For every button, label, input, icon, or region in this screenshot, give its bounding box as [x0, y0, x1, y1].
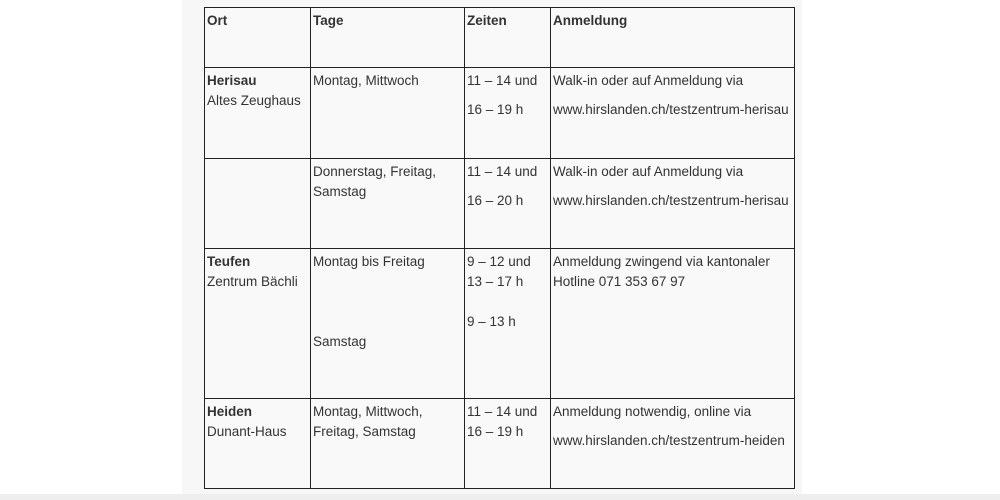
hotline-text: Hotline 071 353 67 97: [553, 274, 686, 289]
cell-anmeldung: [551, 159, 795, 249]
cell-tage: [311, 249, 465, 399]
header-tage: Tage: [311, 8, 465, 68]
bottom-strip: [0, 494, 1000, 500]
table-row: [205, 249, 795, 399]
registration-text: Walk-in oder auf Anmeldung via: [553, 73, 744, 88]
cell-tage: [311, 68, 465, 159]
days-text: Freitag, Samstag: [313, 424, 416, 439]
times-text: 16 – 20 h: [467, 193, 524, 208]
cell-anmeldung: [551, 68, 795, 159]
times-text: 9 – 12 und: [467, 254, 531, 269]
times-text: 11 – 14 und: [467, 73, 538, 88]
header-ort: Ort: [205, 8, 311, 68]
times-text: 16 – 19 h: [467, 424, 524, 439]
days-text: Montag, Mittwoch,: [313, 404, 423, 419]
cell-ort: [205, 249, 311, 399]
cell-zeiten: [465, 249, 551, 399]
header-row: [205, 8, 795, 68]
cell-ort: [205, 399, 311, 489]
table-row: [205, 68, 795, 159]
registration-link[interactable]: www.hirslanden.ch/testzentrum-herisau: [553, 193, 789, 208]
location-place: Dunant-Haus: [207, 424, 287, 439]
cell-zeiten: [465, 159, 551, 249]
cell-tage: [311, 399, 465, 489]
cell-anmeldung: [551, 399, 795, 489]
registration-text: Anmeldung notwendig, online via: [553, 404, 752, 419]
cell-ort: [205, 159, 311, 249]
header-zeiten: Zeiten: [465, 8, 551, 68]
registration-text: Anmeldung zwingend via kantonaler: [553, 254, 770, 269]
registration-link[interactable]: www.hirslanden.ch/testzentrum-heiden: [553, 433, 785, 448]
location-name: Teufen: [207, 254, 251, 269]
location-name: Herisau: [207, 73, 257, 88]
location-place: Altes Zeughaus: [207, 93, 301, 108]
registration-link[interactable]: www.hirslanden.ch/testzentrum-herisau: [553, 102, 789, 117]
times-text: 16 – 19 h: [467, 102, 524, 117]
cell-anmeldung: [551, 249, 795, 399]
registration-text: Walk-in oder auf Anmeldung via: [553, 164, 744, 179]
table-row: [205, 159, 795, 249]
days-text: Montag bis Freitag: [313, 254, 425, 269]
times-text: 11 – 14 und: [467, 404, 538, 419]
days-text: Donnerstag, Freitag,: [313, 164, 437, 179]
days-text: Montag, Mittwoch: [313, 73, 419, 88]
times-text: 9 – 13 h: [467, 314, 516, 329]
location-name: Heiden: [207, 404, 253, 419]
cell-tage: [311, 159, 465, 249]
cell-ort: [205, 68, 311, 159]
header-anmeldung: Anmeldung: [551, 8, 795, 68]
times-text: 11 – 14 und: [467, 164, 538, 179]
times-text: 13 – 17 h: [467, 274, 524, 289]
table-row: [205, 399, 795, 489]
days-text: Samstag: [313, 184, 367, 199]
location-place: Zentrum Bächli: [207, 274, 298, 289]
cell-zeiten: [465, 68, 551, 159]
schedule-table: [204, 7, 795, 489]
cell-zeiten: [465, 399, 551, 489]
days-text: Samstag: [313, 334, 367, 349]
